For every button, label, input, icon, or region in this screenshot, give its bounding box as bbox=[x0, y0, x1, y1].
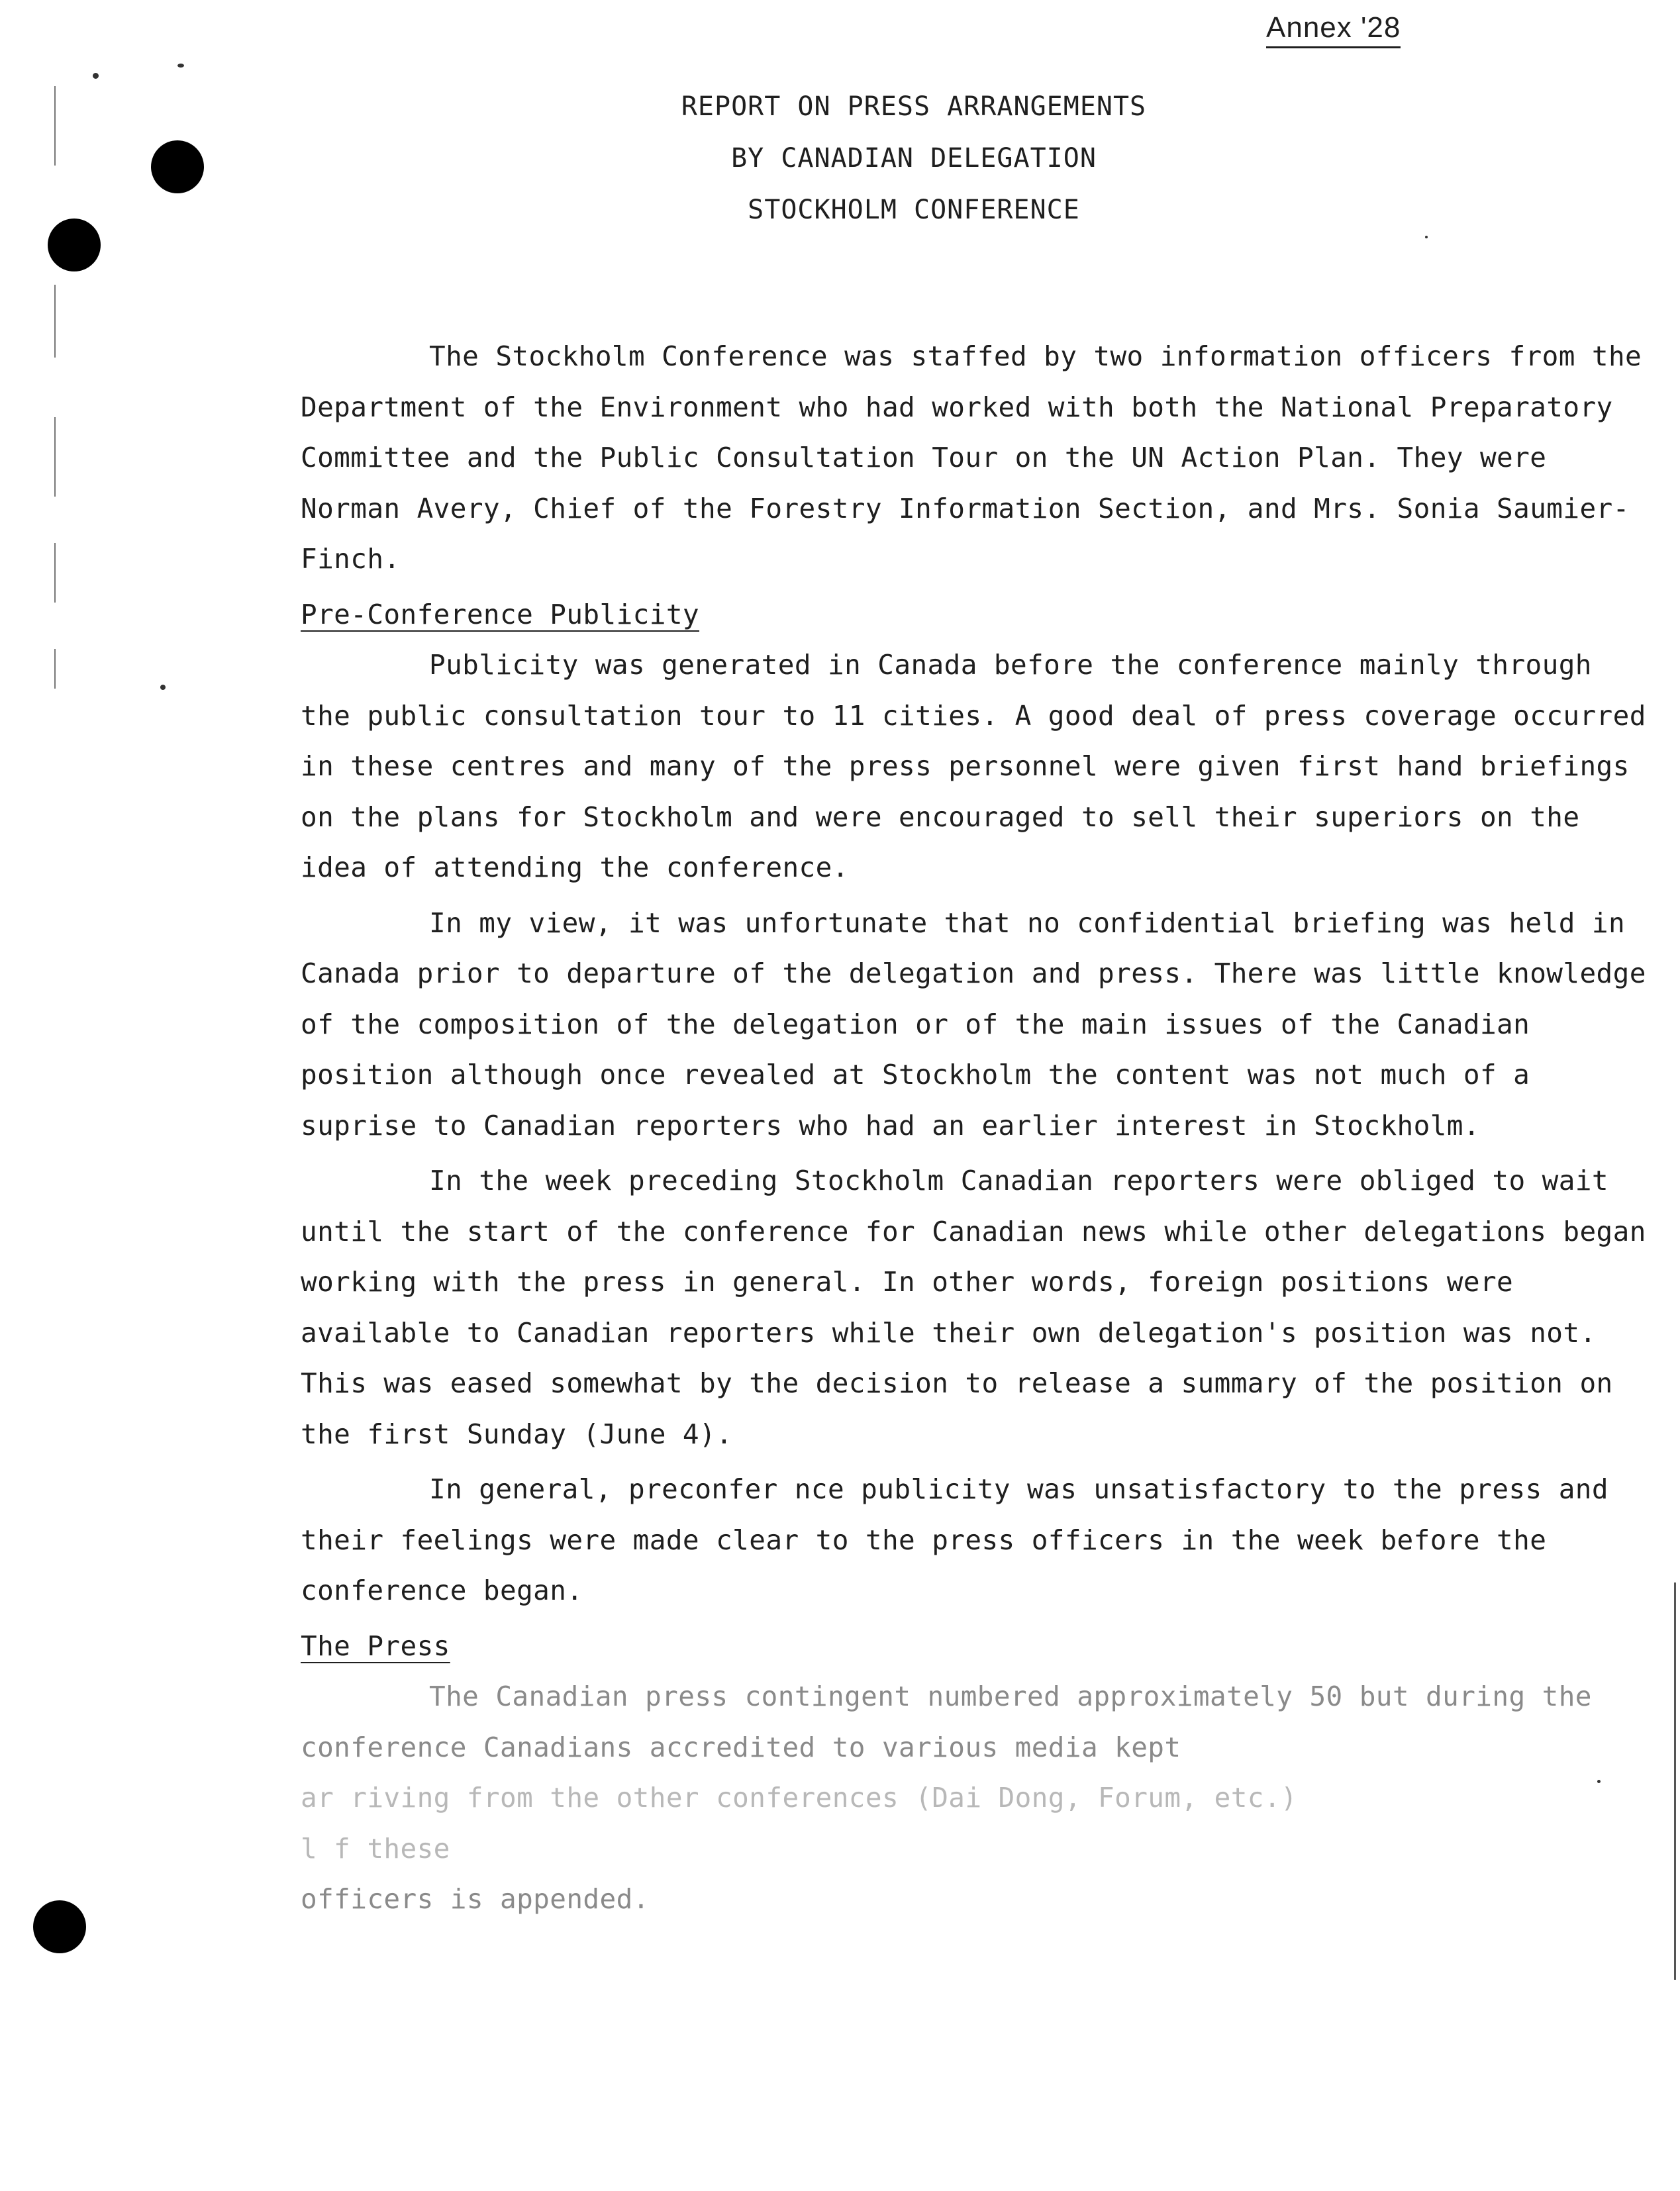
section-heading-press: The Press bbox=[301, 1630, 450, 1662]
press-paragraph-end: officers is appended. bbox=[301, 1883, 650, 1915]
pre-conference-paragraph-3: In the week preceding Stockholm Canadian reporters were obliged to wait until the start of the conference for Canadian news while other delegations began working with the press in general. In other words, foreign positions were available to Canadian reporters while their own delegation's position was not. This was eased somewhat by the decision to release a summary of the position on the first Sunday (June 4). bbox=[301, 1165, 1646, 1450]
intro-paragraph: The Stockholm Conference was staffed by two information officers from the Department of the Environment who had worked with both the National Preparatory Committee and the Public Consultation Tour on the UN Action Plan. They were Norman Avery, Chief of the Forestry Information Section, and Mrs. Sonia Saumier-Finch. bbox=[301, 340, 1642, 575]
title-line-3: STOCKHOLM CONFERENCE bbox=[748, 195, 1080, 225]
scan-edge-mark bbox=[54, 543, 56, 603]
press-paragraph bbox=[301, 1671, 1652, 1773]
scan-edge-mark bbox=[54, 86, 56, 166]
report-body bbox=[301, 331, 1652, 1925]
scan-speck bbox=[93, 73, 99, 79]
scan-edge-mark bbox=[54, 649, 56, 689]
scan-right-edge bbox=[1674, 1582, 1676, 1980]
report-title bbox=[543, 81, 1285, 236]
punch-hole-upper-left bbox=[48, 219, 101, 271]
annex-label: Annex '28 bbox=[1266, 9, 1401, 48]
scan-speck bbox=[177, 64, 184, 68]
pre-conference-paragraph-4: In general, preconfer nce publicity was unsatisfactory to the press and their feelings were made clear to the press officers in the week before the conference began. bbox=[301, 1473, 1608, 1606]
title-line-1: REPORT ON PRESS ARRANGEMENTS bbox=[681, 91, 1147, 122]
pre-conference-paragraph-1: Publicity was generated in Canada before the conference mainly through the public consultation tour to 11 cities. A good deal of press coverage occurred in these centres and many of the press personnel were given first hand briefings on the plans for Stockholm and were encouraged to sell their superiors on the idea of attending the conference. bbox=[301, 649, 1646, 883]
scan-edge-mark bbox=[54, 417, 56, 497]
press-paragraph-faded-2: l f these bbox=[301, 1832, 450, 1865]
press-paragraph-visible: The Canadian press contingent numbered approximately 50 but during the conference Canadians accredited to various media kept bbox=[301, 1680, 1592, 1763]
scan-speck bbox=[160, 685, 166, 690]
section-heading-row bbox=[301, 589, 1652, 640]
press-paragraph-faded-1: ar riving from the other conferences (Dai Dong, Forum, etc.) bbox=[301, 1782, 1298, 1814]
pre-conference-paragraph-2: In my view, it was unfortunate that no confidential briefing was held in Canada prior to departure of the delegation and press. There was little knowledge of the composition of the delegation or of the main issues of the Canadian position although once revealed at Stockholm the content was not much of a suprise to Canadian reporters who had an earlier interest in Stockholm. bbox=[301, 906, 1646, 1142]
punch-hole-lower-left bbox=[33, 1900, 86, 1953]
scan-edge-mark bbox=[54, 285, 56, 358]
section-heading-row bbox=[301, 1621, 1652, 1672]
punch-hole-top bbox=[151, 140, 204, 193]
scan-speck bbox=[1425, 236, 1428, 238]
section-heading-pre-conference: Pre-Conference Publicity bbox=[301, 598, 700, 630]
title-line-2: BY CANADIAN DELEGATION bbox=[731, 143, 1097, 173]
